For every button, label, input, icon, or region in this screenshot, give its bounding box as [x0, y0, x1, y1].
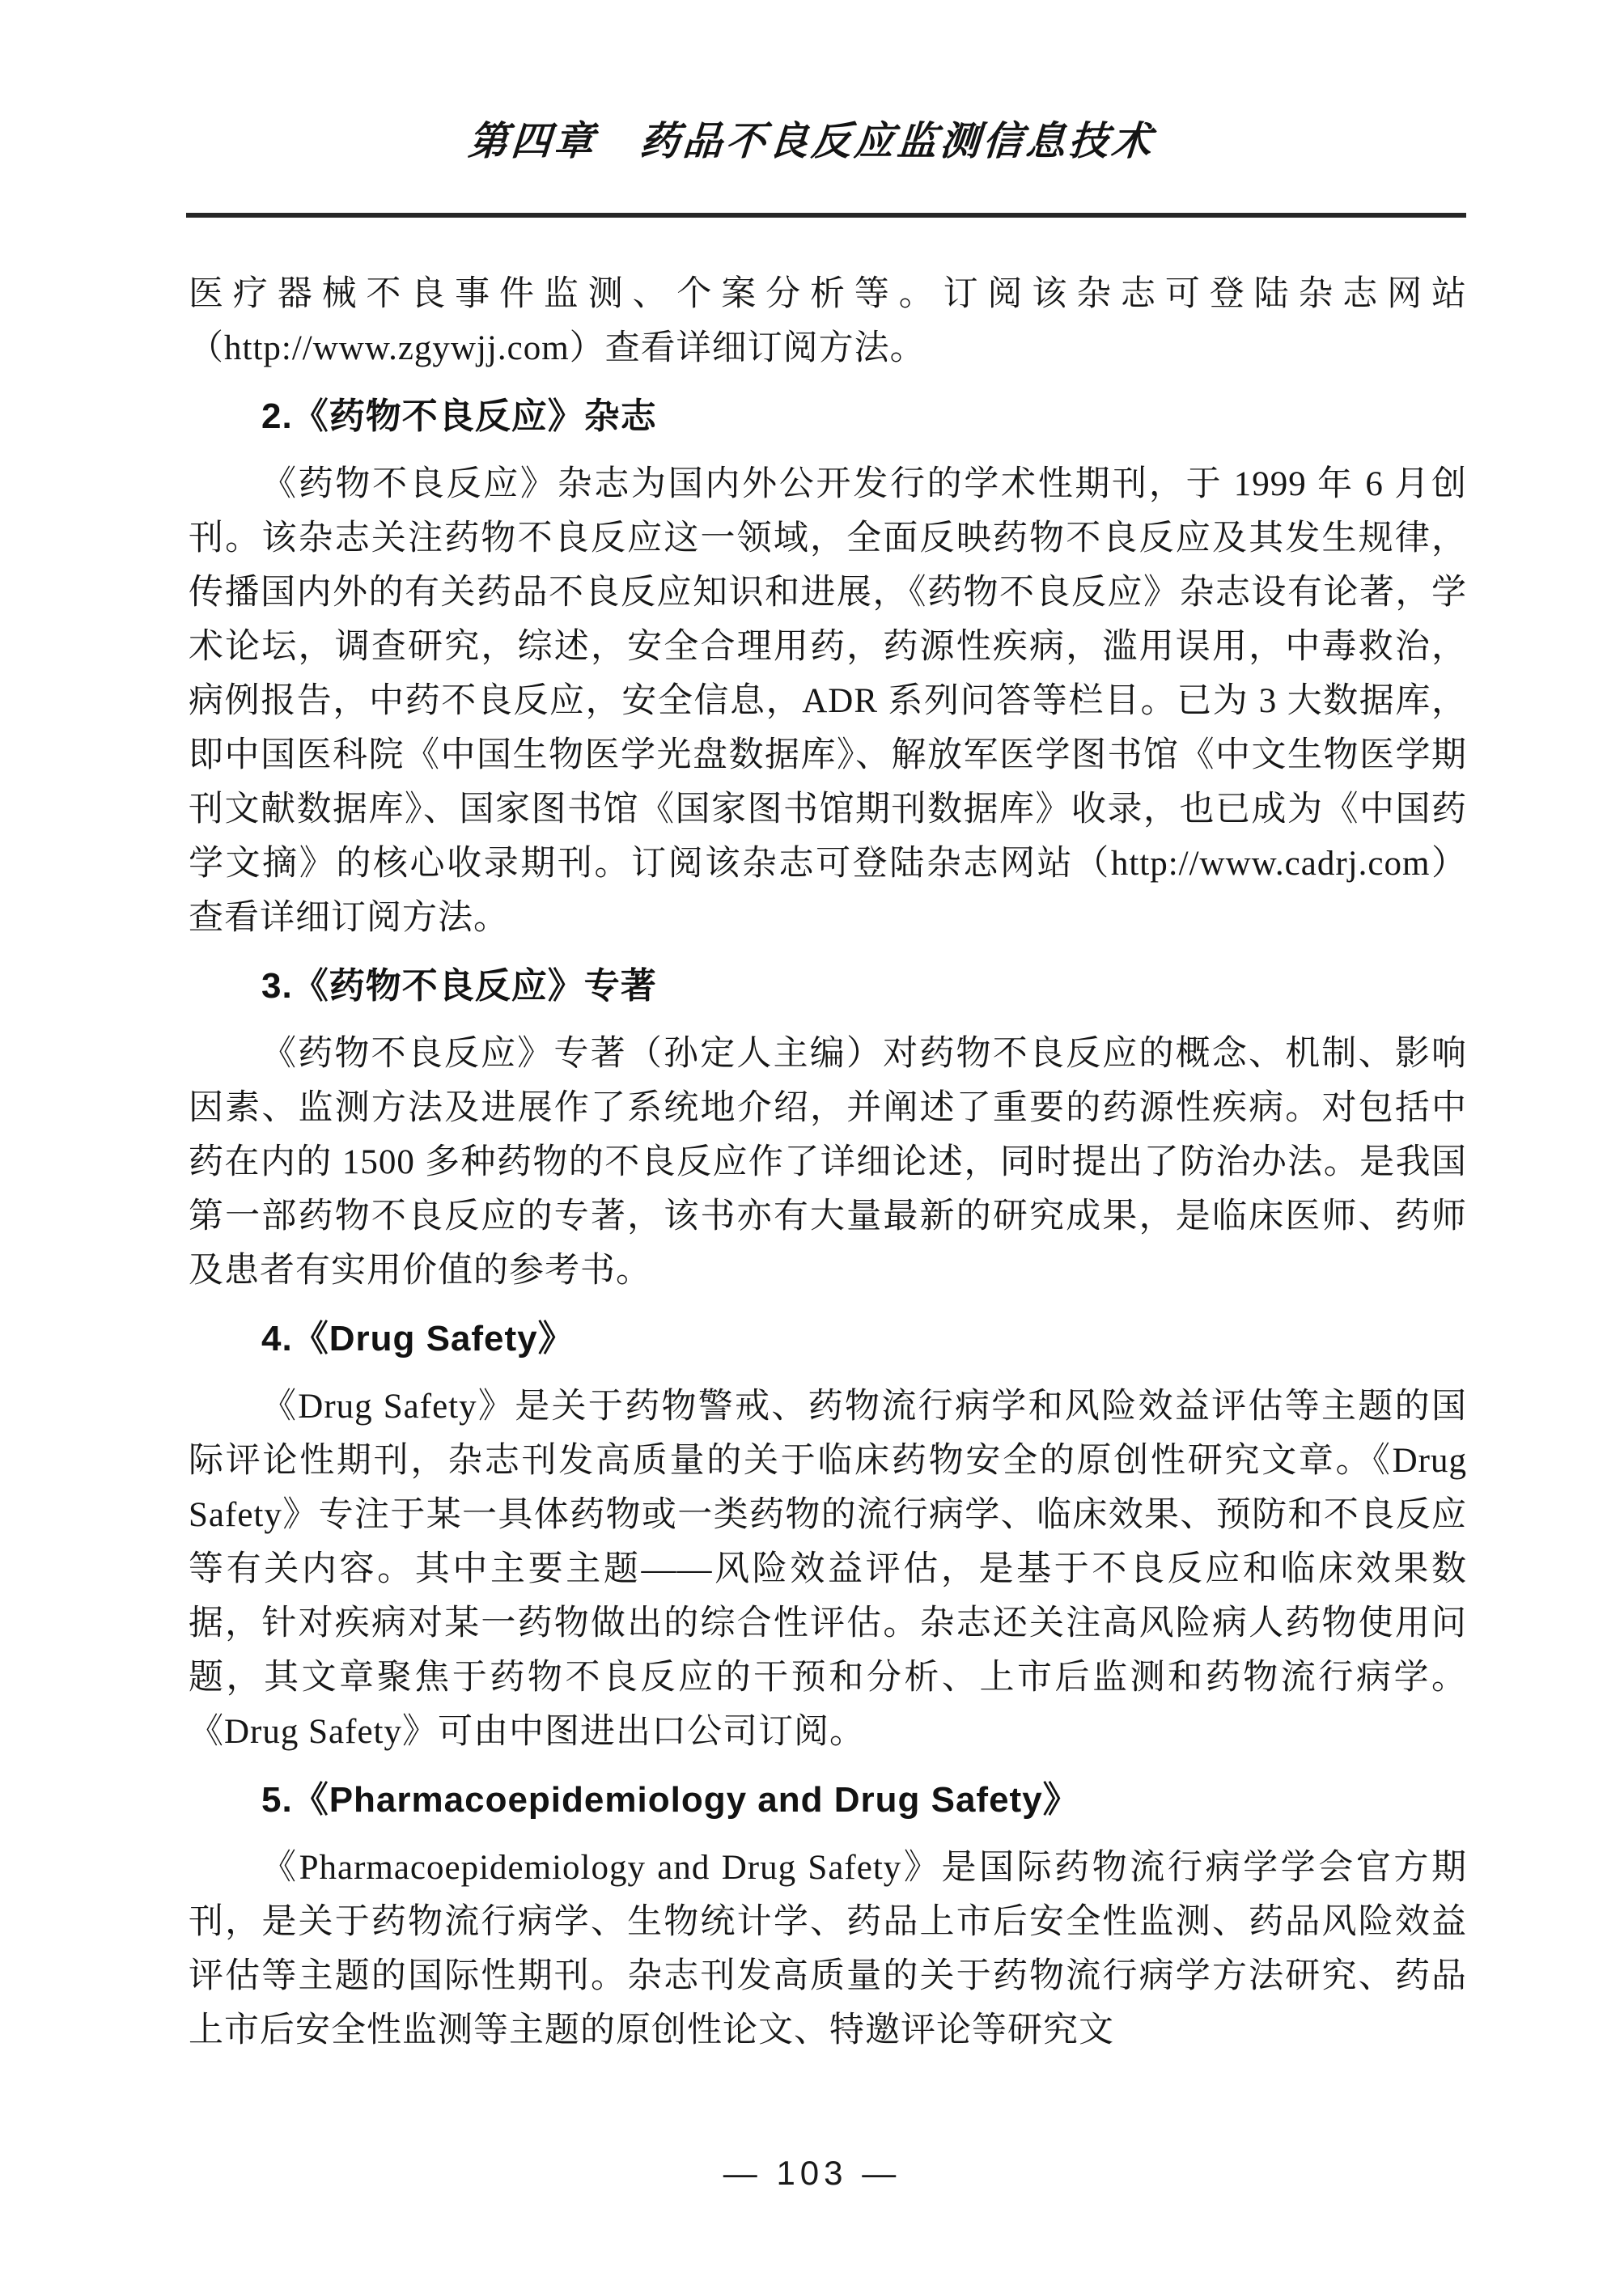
- section-heading-4: 4.《Drug Safety》: [261, 1319, 575, 1358]
- page-body: [189, 267, 1467, 2058]
- body-paragraph-drug-safety: 《Drug Safety》是关于药物警戒、药物流行病学和风险效益评估等主题的国际评论性期刊，杂志刊发高质量的关于临床药物安全的原创性研究文章。《Drug Safety》专注于某一具体药物或一类药物的流行病学、临床效果、预防和不良反应等有关内容。其中主要主题——风险效益评估，是基于不良反应和临床效果数据，针对疾病对某一药物做出的综合性评估。杂志还关注高风险病人药物使用问题，其文章聚焦于药物不良反应的干预和分析、上市后监测和药物流行病学。《Drug Safety》可由中图进出口公司订阅。: [189, 1388, 1467, 1751]
- page-header: [0, 110, 1624, 167]
- body-paragraph-monograph-adr: 《药物不良反应》专著（孙定人主编）对药物不良反应的概念、机制、影响因素、监测方法及进展作了系统地介绍，并阐述了重要的药源性疾病。对包括中药在内的 1500 多种药物的不良反应作了详细论述，同时提出了防治办法。是我国第一部药物不良反应的专著，该书亦有大量最新的研究成果，是临床医师、药师及患者有实用价值的参考书。: [189, 1035, 1467, 1290]
- body-paragraph-pharmacoepidemiology: 《Pharmacoepidemiology and Drug Safety》是国际药物流行病学学会官方期刊，是关于药物流行病学、生物统计学、药品上市后安全性监测、药品风险效益评估等主题的国际性期刊。杂志刊发高质量的关于药物流行病学方法研究、药品上市后安全性监测等主题的原创性论文、特邀评论等研究文: [189, 1849, 1467, 2049]
- body-paragraph-continuation: 医疗器械不良事件监测、个案分析等。订阅该杂志可登陆杂志网站（http://www.zgywjj.com）查看详细订阅方法。: [189, 275, 1467, 367]
- section-heading-5: 5.《Pharmacoepidemiology and Drug Safety》: [261, 1780, 1079, 1820]
- page-footer: [0, 2154, 1624, 2193]
- chapter-title: 第四章 药品不良反应监测信息技术: [467, 120, 1157, 163]
- body-paragraph-journal-adr: 《药物不良反应》杂志为国内外公开发行的学术性期刊，于 1999 年 6 月创刊。该杂志关注药物不良反应这一领域，全面反映药物不良反应及其发生规律，传播国内外的有关药品不良反应知识和进展，《药物不良反应》杂志设有论著，学术论坛，调查研究，综述，安全合理用药，药源性疾病，滥用误用，中毒救治，病例报告，中药不良反应，安全信息，ADR 系列问答等栏目。已为 3 大数据库，即中国医科院《中国生物医学光盘数据库》、解放军医学图书馆《中文生物医学期刊文献数据库》、国家图书馆《国家图书馆期刊数据库》收录，也已成为《中国药学文摘》的核心收录期刊。订阅该杂志可登陆杂志网站（http://www.cadrj.com）查看详细订阅方法。: [189, 465, 1467, 937]
- page-number: — 103 —: [723, 2154, 901, 2192]
- header-divider-rule: [186, 213, 1466, 218]
- section-heading-3: 3.《药物不良反应》专著: [261, 966, 657, 1006]
- section-heading-2: 2.《药物不良反应》杂志: [261, 396, 657, 436]
